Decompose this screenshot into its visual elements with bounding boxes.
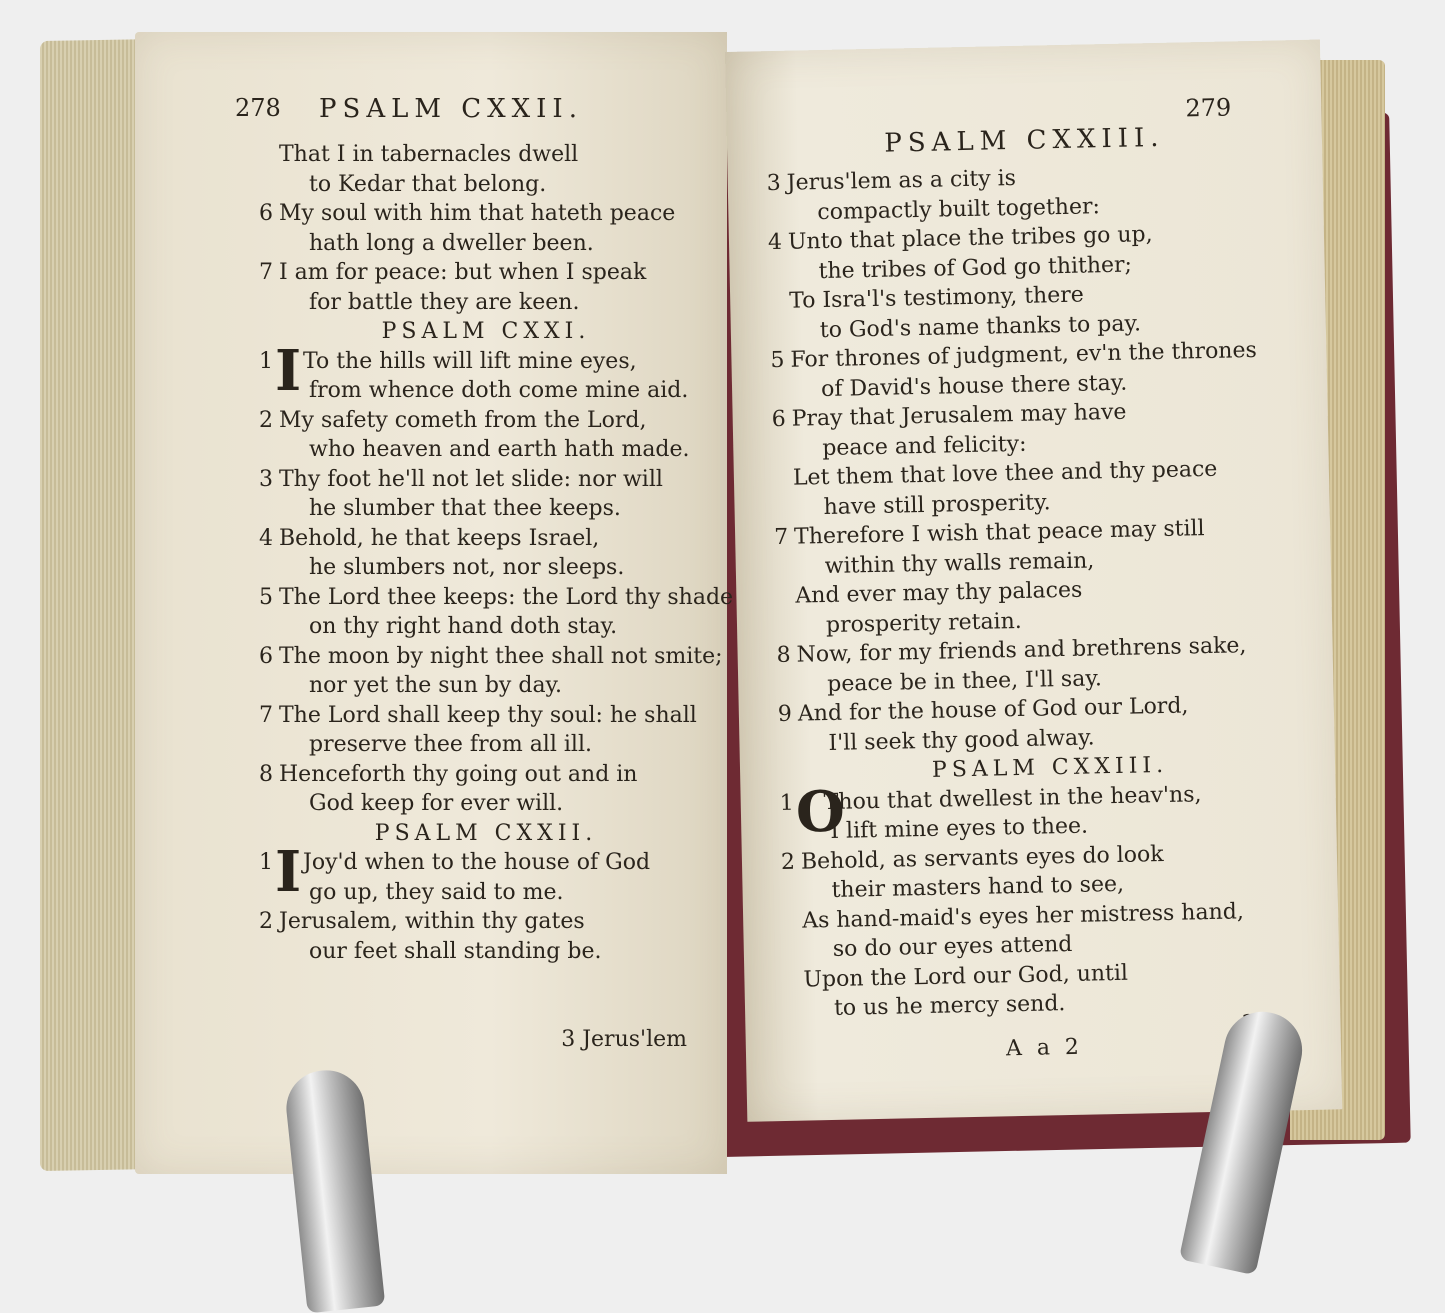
verse-line — [245, 229, 727, 259]
verse-line — [245, 937, 727, 967]
verse-text: prosperity retain. — [825, 608, 1022, 638]
left-page — [135, 32, 734, 1174]
verse-number: 4 — [767, 229, 783, 256]
right-page-text — [752, 158, 1340, 1025]
drop-cap: I — [275, 839, 302, 905]
verse-text: Thou that dwellest in the heav'ns, — [823, 781, 1202, 815]
drop-cap: O — [795, 778, 846, 846]
verse-text: My soul with him that hateth peace — [279, 201, 676, 226]
running-head: PSALM CXXIII. — [884, 122, 1165, 159]
verse-number: 5 — [259, 584, 273, 610]
verse-text: to God's name thanks to pay. — [819, 310, 1142, 343]
verse-text: nor yet the sun by day. — [309, 673, 563, 698]
verse-text: I lift mine eyes to thee. — [830, 813, 1089, 844]
verse-line — [245, 730, 727, 760]
page-number: 279 — [1185, 93, 1232, 123]
verse-text: Now, for my friends and brethrens sake, — [796, 633, 1247, 668]
psalm-title: PSALM CXXI. — [381, 319, 591, 344]
verse-text: Unto that place the tribes go up, — [787, 222, 1153, 255]
verse-line — [245, 288, 727, 318]
verse-text: Jerus'lem as a city is — [786, 165, 1017, 196]
verse-text: from whence doth come mine aid. — [309, 378, 689, 403]
verse-text: to us he mercy send. — [833, 991, 1066, 1021]
signature-mark: A a 2 — [1005, 1034, 1084, 1062]
verse-text: To Isra'l's testimony, there — [788, 282, 1085, 314]
verse-line — [245, 494, 727, 524]
right-page — [725, 40, 1342, 1122]
verse-text: on thy right hand doth stay. — [309, 614, 618, 639]
verse-line — [245, 465, 727, 495]
verse-line — [245, 760, 727, 790]
verse-text: compactly built together: — [817, 193, 1101, 225]
verse-number — [768, 927, 796, 928]
verse-number: 6 — [771, 406, 786, 433]
verse-number: 1 — [779, 790, 794, 816]
drop-cap: I — [275, 337, 302, 404]
verse-text: For thrones of judgment, ev'n the thrones — [790, 337, 1258, 373]
psalm-heading — [245, 819, 727, 849]
verse-line — [245, 907, 727, 937]
verse-line — [245, 878, 727, 908]
page-number: 278 — [235, 94, 281, 122]
verse-text: And ever may thy palaces — [795, 577, 1083, 609]
catchword: 3 Jerus'lem — [561, 1027, 687, 1052]
verse-text: I'll seek thy good alway. — [828, 724, 1095, 756]
verse-line — [245, 406, 727, 436]
verse-text: the tribes of God go thither; — [818, 252, 1133, 284]
verse-text: so do our eyes attend — [832, 931, 1073, 962]
verse-number: 6 — [259, 201, 273, 226]
verse-number — [762, 603, 790, 604]
verse-number: 4 — [259, 525, 273, 551]
verse-number: 2 — [259, 407, 273, 433]
verse-number: 8 — [776, 642, 791, 669]
verse-text: have still prosperity. — [823, 489, 1051, 520]
verse-line — [245, 170, 727, 200]
verse-text: That I in tabernacles dwell — [279, 142, 579, 167]
verse-text: The Lord shall keep thy soul: he shall — [279, 702, 697, 728]
verse-number: 1 — [259, 850, 273, 875]
verse-number: 3 — [766, 170, 782, 197]
verse-text: to Kedar that belong. — [309, 171, 547, 197]
verse-number: 9 — [777, 701, 793, 728]
verse-number — [755, 308, 783, 309]
verse-line — [245, 258, 727, 288]
verse-text: preserve thee from all ill. — [309, 732, 592, 757]
verse-text: Joy'd when to the house of God — [303, 850, 651, 875]
verse-text: Henceforth thy going out and in — [279, 761, 638, 787]
verse-text: I am for peace: but when I speak — [279, 260, 647, 285]
verse-text: Let them that love thee and thy peace — [792, 456, 1218, 491]
verse-number: 1 — [259, 348, 273, 374]
verse-line — [245, 140, 727, 170]
verse-text: Pray that Jerusalem may have — [791, 399, 1127, 432]
verse-line — [245, 553, 727, 583]
verse-number: 8 — [259, 761, 273, 787]
verse-number: 6 — [259, 643, 273, 669]
verse-text: The Lord thee keeps: the Lord thy shade — [279, 584, 734, 610]
verse-text: peace be in thee, I'll say. — [826, 665, 1103, 697]
verse-line — [245, 642, 727, 672]
verse-text: The moon by night thee shall not smite; — [279, 643, 723, 669]
verse-number: 2 — [259, 909, 273, 934]
psalm-title: PSALM CXXII. — [374, 820, 598, 846]
verse-text: he slumber that thee keeps. — [309, 496, 621, 521]
verse-number: 7 — [259, 702, 273, 728]
psalm-heading — [245, 317, 727, 347]
verse-number: 7 — [259, 260, 273, 285]
verse-number: 5 — [770, 347, 785, 374]
verse-text: within thy walls remain, — [824, 547, 1095, 579]
verse-text: Therefore I wish that peace may still — [793, 516, 1205, 550]
verse-text: As hand-maid's eyes her mistress hand, — [801, 898, 1245, 934]
verse-line — [245, 671, 727, 701]
verse-text: their masters hand to see, — [831, 871, 1125, 903]
verse-text: Behold, he that keeps Israel, — [279, 525, 600, 551]
verse-number — [759, 485, 787, 486]
verse-text: Thy foot he'll not let slide: nor will — [279, 466, 663, 492]
verse-text: go up, they said to me. — [309, 879, 564, 905]
psalm-title: PSALM CXXIII. — [931, 752, 1169, 783]
verse-number: 3 — [259, 466, 273, 492]
verse-text: Behold, as servants eyes do look — [800, 841, 1164, 875]
verse-text: of David's house there stay. — [820, 370, 1128, 402]
verse-text: To the hills will lift mine eyes, — [303, 348, 637, 374]
left-page-text — [245, 140, 734, 966]
verse-number: 7 — [773, 524, 789, 551]
verse-text: My safety cometh from the Lord, — [279, 407, 647, 433]
verse-text: for battle they are keen. — [309, 289, 580, 315]
verse-text: hath long a dweller been. — [309, 230, 594, 256]
running-head: PSALM CXXII. — [319, 94, 583, 124]
verse-line — [245, 376, 727, 406]
verse-text: Upon the Lord our God, until — [803, 960, 1129, 993]
verse-line — [245, 435, 727, 465]
verse-text: God keep for ever will. — [309, 791, 564, 816]
verse-text: who heaven and earth hath made. — [309, 437, 690, 462]
verse-line — [245, 199, 727, 229]
verse-number — [770, 986, 798, 987]
verse-line — [245, 789, 727, 819]
verse-line — [245, 583, 734, 613]
verse-text: And for the house of God our Lord, — [797, 693, 1189, 727]
verse-text: Jerusalem, within thy gates — [279, 909, 585, 934]
verse-line — [245, 612, 727, 642]
verse-text: our feet shall standing be. — [309, 938, 602, 964]
verse-text: peace and felicity: — [822, 431, 1027, 461]
verse-number: 2 — [780, 849, 796, 875]
verse-line — [245, 524, 727, 554]
verse-text: he slumbers not, nor sleeps. — [309, 555, 625, 580]
verse-line — [245, 701, 727, 731]
